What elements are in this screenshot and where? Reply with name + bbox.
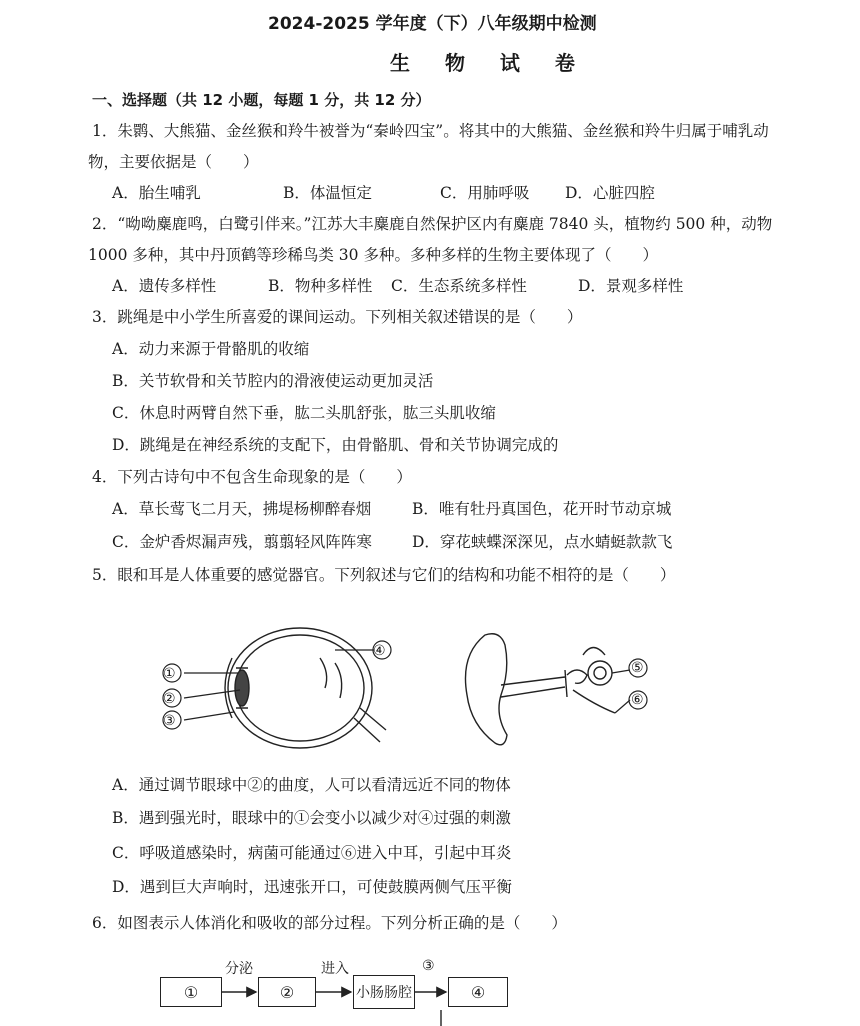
q6-stem: 6．如图表示人体消化和吸收的部分过程。下列分析正确的是（ ）: [92, 914, 567, 932]
flow-box-2: ②: [258, 977, 316, 1007]
q3-stem: 3．跳绳是中小学生所喜爱的课间运动。下列相关叙述错误的是（ ）: [92, 308, 583, 326]
eye-label-2: ②: [163, 691, 176, 707]
q1-stem-line2: 物，主要依据是（ ）: [88, 153, 259, 171]
q5-option-a: A．通过调节眼球中②的曲度，人可以看清远近不同的物体: [112, 776, 511, 794]
q2-option-c: C．生态系统多样性: [391, 277, 527, 295]
ear-canal: [501, 677, 565, 697]
q1-option-c: C．用肺呼吸: [440, 184, 530, 202]
leader-5: [612, 670, 630, 673]
flow-box-1: ①: [160, 977, 222, 1007]
eye-label-4: ④: [373, 643, 386, 659]
leader-2: [184, 690, 240, 698]
cochlea-inner: [594, 667, 606, 679]
flow-box-3: 小肠肠腔: [353, 975, 415, 1009]
eye-label-1: ①: [163, 666, 176, 682]
q2-option-b: B．物种多样性: [268, 277, 373, 295]
q5-option-b: B．遇到强光时，眼球中的①会变小以减少对④过强的刺激: [112, 809, 511, 827]
q1-option-b: B．体温恒定: [283, 184, 372, 202]
q4-stem: 4．下列古诗句中不包含生命现象的是（ ）: [92, 468, 412, 486]
q5-option-c: C．呼吸道感染时，病菌可能通过⑥进入中耳，引起中耳炎: [112, 844, 512, 862]
q4-option-b: B．唯有牡丹真国色，花开时节动京城: [412, 500, 672, 518]
section-heading: 一、选择题（共 12 小题，每题 1 分，共 12 分）: [92, 91, 431, 109]
flow-arrow2-label: 进入: [321, 961, 349, 977]
q2-stem-line2: 1000 多种，其中丹顶鹤等珍稀鸟类 30 多种。多种多样的生物主要体现了（ ）: [88, 246, 658, 264]
flow-arrow1-label: 分泌: [225, 961, 253, 977]
q2-option-d: D．景观多样性: [578, 277, 684, 295]
q3-option-d: D．跳绳是在神经系统的支配下，由骨骼肌、骨和关节协调完成的: [112, 436, 559, 454]
lens: [235, 670, 249, 706]
auricle: [465, 634, 507, 745]
q5-stem: 5．眼和耳是人体重要的感觉器官。下列叙述与它们的结构和功能不相符的是（ ）: [92, 566, 676, 584]
q3-option-a: A．动力来源于骨骼肌的收缩: [112, 340, 310, 358]
exam-subtitle: 生 物 试 卷: [390, 51, 589, 75]
q4-option-c: C．金炉香烬漏声残，翦翦轻风阵阵寒: [112, 533, 372, 551]
q2-stem-line1: 2．“呦呦麋鹿鸣，白鹭引伴来。”江苏大丰麋鹿自然保护区内有麋鹿 7840 头，植物约 500 种，动物: [92, 215, 773, 233]
q1-option-d: D．心脏四腔: [565, 184, 655, 202]
eye-label-3: ③: [163, 713, 176, 729]
q1-stem-line1: 1．朱鹮、大熊猫、金丝猴和羚牛被誉为“秦岭四宝”。将其中的大熊猫、金丝猴和羚牛归属于哺乳动: [92, 122, 769, 140]
q3-option-b: B．关节软骨和关节腔内的滑液使运动更加灵活: [112, 372, 434, 390]
eardrum: [565, 670, 567, 697]
ear-label-6: ⑥: [631, 692, 644, 708]
q5-option-d: D．遇到巨大声响时，迅速张开口，可使鼓膜两侧气压平衡: [112, 878, 512, 896]
leader-3: [184, 712, 234, 720]
flow-box-4: ④: [448, 977, 508, 1007]
q1-option-a: A．胎生哺乳: [112, 184, 201, 202]
ossicles: [567, 670, 587, 683]
q3-option-c: C．休息时两臂自然下垂，肱二头肌舒张，肱三头肌收缩: [112, 404, 496, 422]
semicircular-canals: [583, 648, 605, 656]
eustachian-tube: [573, 690, 615, 713]
optic-nerve: [354, 708, 386, 742]
eye-diagram: [150, 618, 410, 758]
q4-option-a: A．草长莺飞二月天，拂堤杨柳醉春烟: [112, 500, 372, 518]
eyeball-inner: [236, 635, 364, 741]
retina-vessels: [320, 658, 342, 698]
q4-option-d: D．穿花蛱蝶深深见，点水蜻蜓款款飞: [412, 533, 673, 551]
leader-6: [615, 700, 630, 713]
cochlea: [588, 661, 612, 685]
exam-title: 2024-2025 学年度（下）八年级期中检测: [268, 14, 597, 34]
flow-arrow3-label: ③: [422, 958, 435, 974]
ear-label-5: ⑤: [631, 660, 644, 676]
q2-option-a: A．遗传多样性: [112, 277, 217, 295]
